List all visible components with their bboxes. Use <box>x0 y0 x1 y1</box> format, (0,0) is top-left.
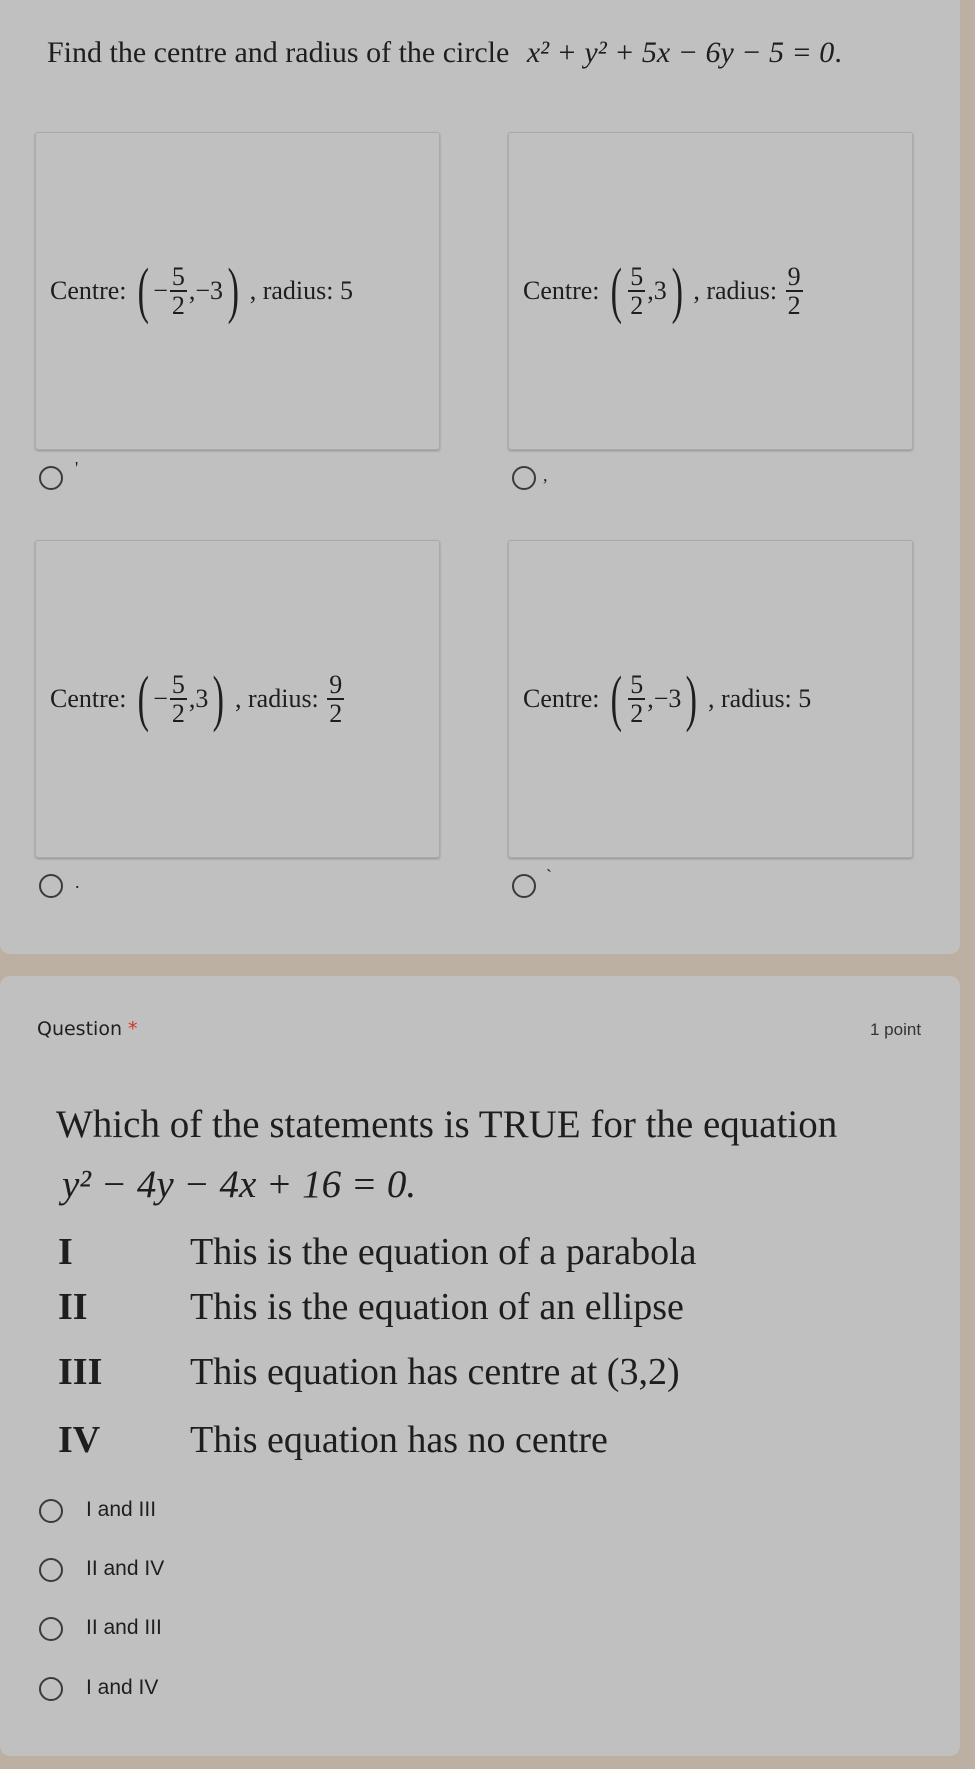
circle-equation: x² + y² + 5x − 6y − 5 = 0 <box>526 36 835 69</box>
required-mark: * <box>128 1018 138 1040</box>
choice-2-radio[interactable] <box>39 1558 63 1582</box>
question-2-equation: y² − 4y − 4x + 16 = 0. <box>62 1163 417 1206</box>
option-d-radio[interactable] <box>512 874 536 898</box>
option-b-card[interactable]: Centre: ( $\frac{5}{2}$ , 3 ) , radius: $\frac{9}{2}$ <box>508 132 913 450</box>
option-d-card[interactable]: Centre: ( $\frac{5}{2}$ , −3 ) , radius: 5 <box>508 540 913 858</box>
choice-1-radio[interactable] <box>39 1499 63 1523</box>
choice-1-label[interactable]: I and III <box>86 1498 157 1521</box>
choice-3-label[interactable]: II and III <box>86 1616 162 1639</box>
choice-4-radio[interactable] <box>39 1677 63 1701</box>
choice-4-label[interactable]: I and IV <box>86 1676 159 1699</box>
option-a-card[interactable]: Centre: ( − $\frac{5}{2}$ , −3 ) , radius: 5 <box>35 132 440 450</box>
option-c-radio[interactable] <box>39 874 63 898</box>
question-header: Question * <box>37 1018 138 1040</box>
option-a-radio[interactable] <box>39 466 63 490</box>
question-2-text: Which of the statements is TRUE for the equation <box>56 1103 838 1146</box>
choice-2-label[interactable]: II and IV <box>86 1557 165 1580</box>
points-label: 1 point <box>870 1020 922 1039</box>
question-card-1: Find the centre and radius of the circle x² + y² + 5x − 6y − 5 = 0. Centre: ( − $\frac{5}{2}$ , −3 ) , radius: 5 ' Centre: ( $\frac{5}{2}$ , 3 ) , radius: $\frac{9}{2}$ , Centre: ( − $\frac{5}{2}$ , 3 ) , radius: $\frac{9}{2}$ . Centre: ( $\frac{5}{2}$ , −3 ) , radius: 5 ` <box>0 0 960 954</box>
option-b-radio[interactable] <box>512 466 536 490</box>
option-c-card[interactable]: Centre: ( − $\frac{5}{2}$ , 3 ) , radius: $\frac{9}{2}$ <box>35 540 440 858</box>
question-1-prompt: Find the centre and radius of the circle x² + y² + 5x − 6y − 5 = 0. <box>47 36 842 69</box>
choice-3-radio[interactable] <box>39 1617 63 1641</box>
